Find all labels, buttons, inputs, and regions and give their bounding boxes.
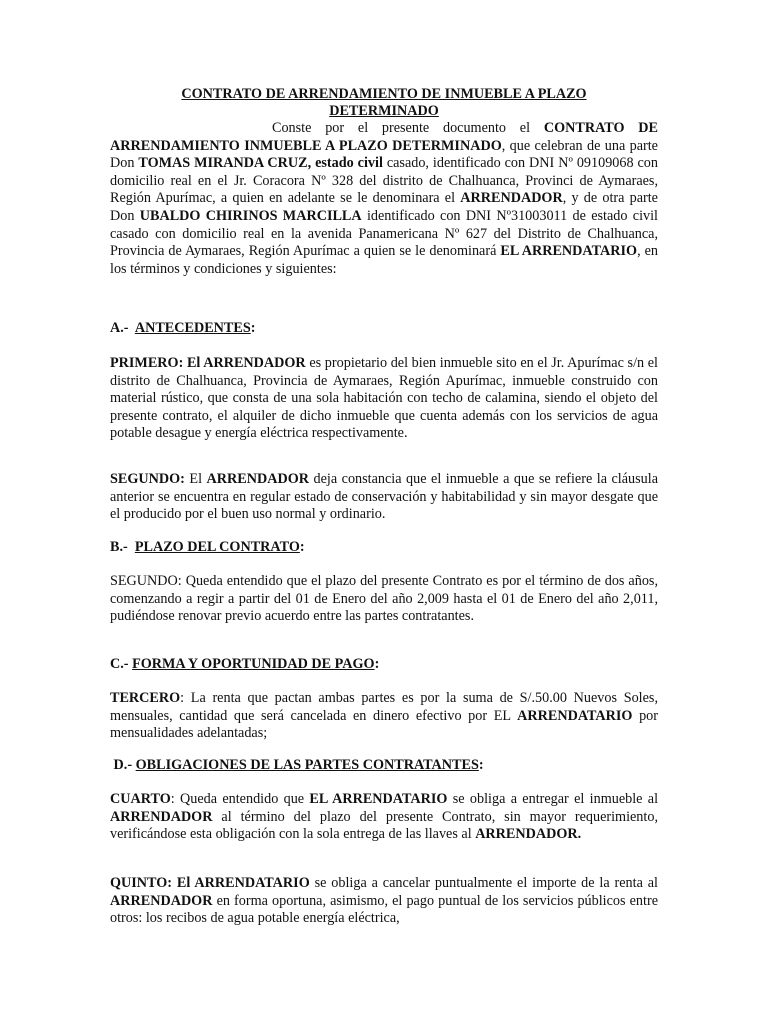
tercero-text-2: por mensualidades adelantadas;: [110, 707, 658, 742]
segundo-a-label: SEGUNDO:: [110, 471, 185, 487]
segundo-a-text-1: El: [184, 471, 207, 487]
section-b-suffix: :: [299, 539, 305, 555]
tercero-label: TERCERO: [110, 690, 181, 706]
intro-text-2: , que celebran de una parte Don: [110, 137, 658, 172]
intro-text-3: casado, identificado con DNI Nº 09109068 con domicilio real en el Jr. Coracora Nº 328 del distrito de Chalhuanca, Provinci de Aymaraes, Región Apurímac, a quien en adelante se le denominara el: [110, 155, 658, 207]
cuarto-text-3: al término del plazo del presente Contrato, sin mayor requerimiento, verificándose esta obligación con la sola entrega de las llaves al: [110, 808, 658, 843]
cuarto-text-1: : Queda entendido que: [170, 791, 310, 807]
section-a-suffix: :: [250, 320, 256, 336]
segundo-a-text-2: deja constancia que el inmueble a que se refiere la cláusula anterior se encuentra en regular estado de conservación y habitabilidad y sin mayor desgate que el producido por el buen uso normal y ordinario.: [110, 471, 658, 523]
clause-tercero: [110, 690, 658, 743]
segundo-a-bold-arrendador: ARRENDADOR: [206, 471, 309, 487]
quinto-text-2: en forma oportuna, asimismo, el pago puntual de los servicios públicos entre otros: los recibos de agua potable energía eléctrica,: [110, 892, 658, 927]
tercero-bold-arrendatario: ARRENDATARIO: [517, 707, 633, 724]
section-b-label: PLAZO DEL CONTRATO: [134, 539, 300, 555]
section-b-heading: [110, 539, 658, 557]
section-d-heading: [110, 757, 658, 775]
section-b-prefix: B.-: [110, 539, 135, 555]
cuarto-bold-arrendatario: EL ARRENDATARIO: [309, 791, 448, 807]
clause-segundo-antecedentes: [110, 471, 658, 524]
tercero-text-1: : La renta que pactan ambas partes es por la suma de S/.50.00 Nuevos Soles, mensuales, cantidad que será cancelada en dinero efectivo por EL: [110, 690, 658, 724]
intro-paragraph: [110, 120, 658, 278]
quinto-text-1: se obliga a cancelar puntualmente el importe de la renta al: [309, 875, 658, 891]
intro-text-6: , en los términos y condiciones y siguientes:: [110, 243, 658, 277]
section-c-label: FORMA Y OPORTUNIDAD DE PAGO: [132, 656, 375, 672]
section-a-heading: [110, 320, 658, 338]
clause-segundo-plazo: [110, 573, 658, 626]
section-d-suffix: :: [478, 757, 484, 773]
title-line-2: DETERMINADO: [329, 103, 439, 119]
cuarto-bold-arrendador-end: ARRENDADOR.: [475, 826, 582, 843]
section-a-prefix: A.-: [110, 320, 135, 336]
section-d-label: OBLIGACIONES DE LAS PARTES CONTRATANTES: [135, 757, 479, 773]
section-c-prefix: C.-: [110, 656, 133, 672]
segundo-b-text: SEGUNDO: Queda entendido que el plazo del presente Contrato es por el término de dos años, comenzando a regir a partir del 01 de Enero del año 2,009 hasta el 01 de Enero del año 2,011, pudiéndose renovar previo acuerdo entre las partes contratantes.: [110, 573, 658, 625]
intro-bold-contract: CONTRATO DE ARRENDAMIENTO INMUEBLE A PLAZO DETERMINADO: [110, 120, 658, 154]
intro-bold-lessor-name: TOMAS MIRANDA CRUZ, estado civil: [138, 155, 383, 172]
clause-quinto: [110, 875, 658, 928]
intro-text-5: identificado con DNI Nº31003011 de estado civil casado con domicilio real en la avenida Panamericana Nº 627 del Distrito de Chalhuanca, Provincia de Aymaraes, Región Apurímac a quien se le denominará: [110, 207, 658, 260]
section-c-suffix: :: [374, 656, 380, 672]
primero-text: es propietario del bien inmueble sito en el Jr. Apurímac s/n el distrito de Chalhuanca, Provincia de Aymaraes, Región Apurímac, inmueble construido con material rústico, que consta de una sola habitación con techo de calamina, siendo el objeto del presente contrato, el alquiler de dicho inmueble que cuenta además con los servicios de agua potable desague y energía eléctrica respectivamente.: [110, 355, 658, 442]
intro-bold-arrendador: ARRENDADOR: [460, 190, 563, 207]
section-c-heading: [110, 656, 658, 674]
intro-text-4: , y de otra parte Don: [110, 190, 658, 224]
intro-text-1: Conste por el presente documento el: [272, 120, 544, 136]
cuarto-label: CUARTO: [110, 791, 171, 807]
clause-primero: [110, 355, 658, 443]
cuarto-bold-arrendador: ARRENDADOR: [110, 808, 213, 825]
section-a-label: ANTECEDENTES: [134, 320, 251, 336]
primero-label: PRIMERO: El ARRENDADOR: [110, 355, 306, 371]
quinto-bold-arrendador: ARRENDADOR: [110, 892, 213, 909]
document-title: [110, 86, 658, 120]
title-line-1: CONTRATO DE ARRENDAMIENTO DE INMUEBLE A PLAZO: [181, 86, 587, 102]
intro-bold-lessee-name: UBALDO CHIRINOS MARCILLA: [139, 207, 362, 224]
clause-cuarto: [110, 791, 658, 844]
cuarto-text-2: se obliga a entregar el inmueble al: [447, 791, 659, 807]
quinto-label: QUINTO: El ARRENDATARIO: [110, 875, 310, 891]
intro-bold-arrendatario: EL ARRENDATARIO: [500, 243, 638, 260]
section-d-prefix: D.-: [110, 757, 136, 773]
